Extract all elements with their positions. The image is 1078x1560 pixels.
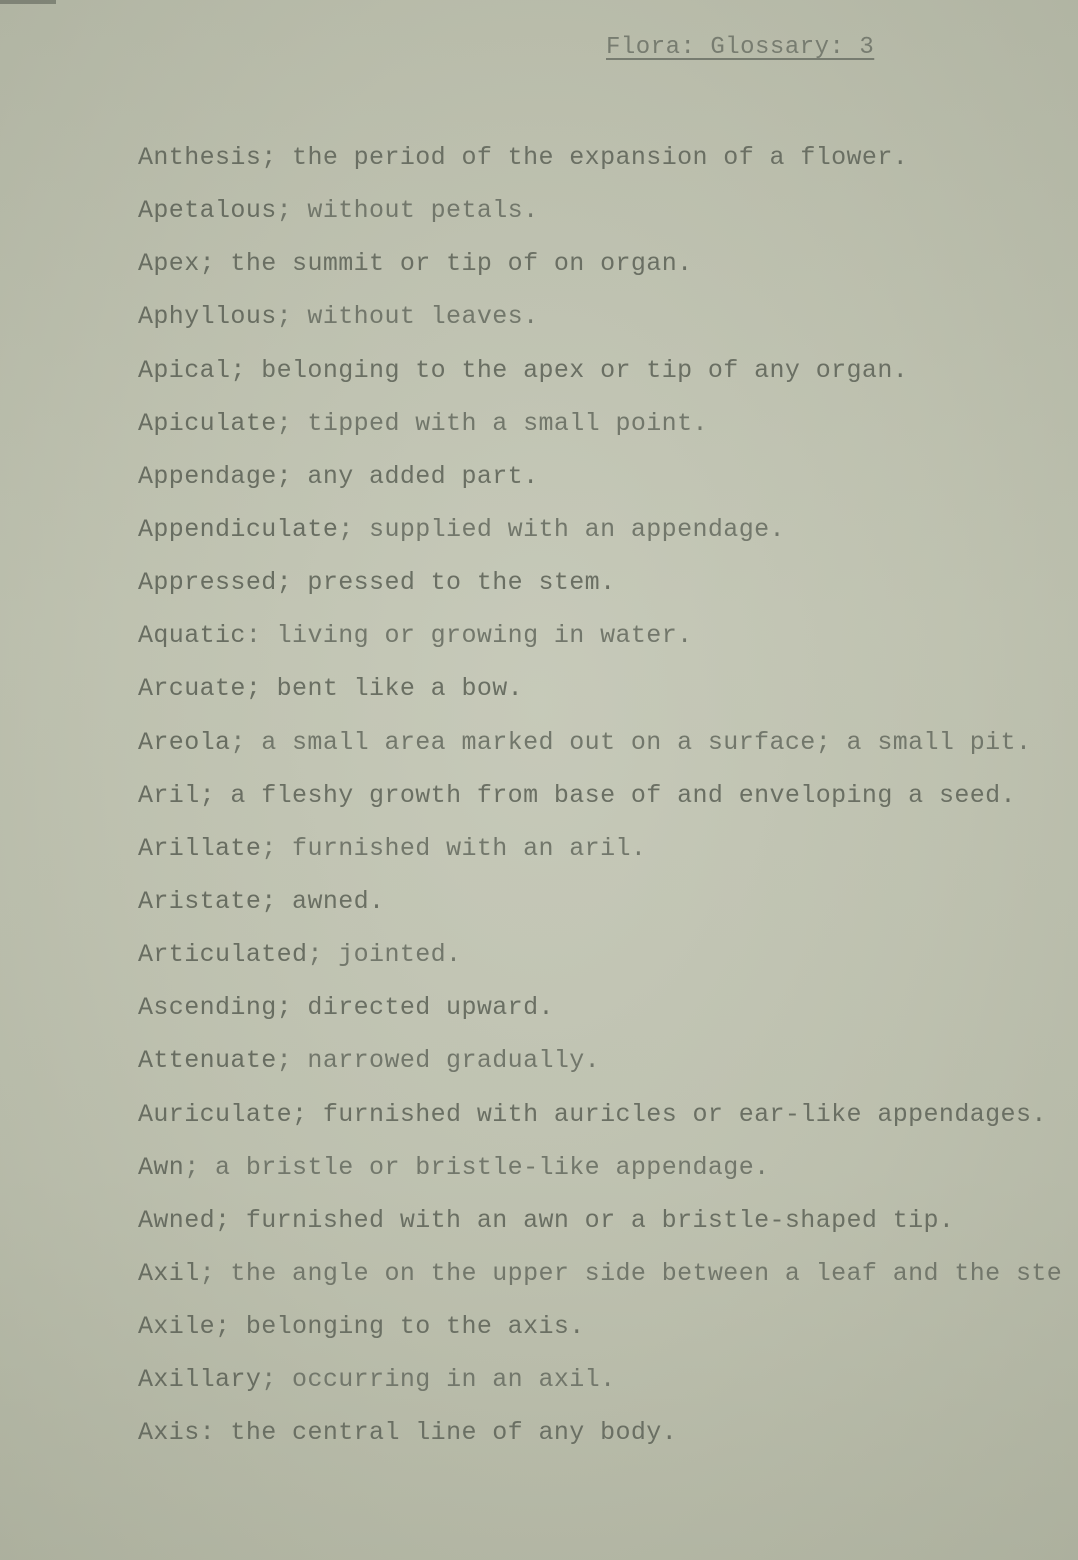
glossary-entry xyxy=(138,459,1073,512)
glossary-entry xyxy=(138,1203,1073,1256)
entry-definition: ; a fleshy growth from base of and enveloping a seed. xyxy=(199,780,1016,810)
glossary-entry xyxy=(138,1362,1073,1415)
entry-term: Awn xyxy=(138,1152,185,1182)
entry-term: Attenuate xyxy=(138,1046,277,1076)
entry-definition: ; bent like a bow. xyxy=(245,674,524,704)
entry-definition: ; without petals. xyxy=(276,196,539,226)
glossary-entry xyxy=(138,1150,1073,1203)
entry-term: Appressed xyxy=(138,568,277,598)
entry-term: Apex xyxy=(138,249,200,279)
glossary-list xyxy=(138,140,1073,1469)
entry-term: Aphyllous xyxy=(138,302,277,332)
page-header: Flora: Glossary: 3 xyxy=(606,34,875,61)
entry-term: Articulated xyxy=(138,940,308,970)
glossary-entry xyxy=(138,1309,1073,1362)
entry-definition: : living or growing in water. xyxy=(245,621,693,651)
glossary-entry xyxy=(138,406,1073,459)
entry-term: Axil xyxy=(138,1258,200,1288)
entry-term: Axillary xyxy=(138,1365,262,1395)
entry-definition: : the central line of any body. xyxy=(199,1418,678,1448)
glossary-entry xyxy=(138,1256,1073,1309)
entry-term: Arcuate xyxy=(138,674,246,704)
entry-term: Anthesis xyxy=(138,143,262,172)
entry-definition: ; furnished with an aril. xyxy=(261,833,647,863)
entry-term: Axile xyxy=(138,1312,216,1342)
entry-term: Auriculate xyxy=(138,1099,293,1129)
entry-definition: ; tipped with a small point. xyxy=(276,408,708,438)
entry-term: Aril xyxy=(138,780,200,810)
entry-definition: ; a bristle or bristle-like appendage. xyxy=(184,1152,770,1182)
glossary-entry xyxy=(138,353,1073,406)
glossary-entry xyxy=(138,1415,1073,1468)
entry-term: Aristate xyxy=(138,886,262,916)
glossary-entry xyxy=(138,1043,1073,1096)
glossary-entry xyxy=(138,246,1073,299)
entry-definition: ; narrowed gradually. xyxy=(276,1046,601,1076)
entry-term: Axis xyxy=(138,1418,200,1448)
glossary-entry xyxy=(138,1097,1073,1150)
entry-definition: ; occurring in an axil. xyxy=(261,1365,616,1395)
glossary-entry xyxy=(138,884,1073,937)
glossary-entry xyxy=(138,565,1073,618)
glossary-entry xyxy=(138,831,1073,884)
entry-term: Arillate xyxy=(138,833,262,863)
entry-definition: ; furnished with auricles or ear-like appendages. xyxy=(292,1099,1047,1129)
entry-term: Areola xyxy=(138,727,231,757)
entry-definition: ; the period of the expansion of a flower. xyxy=(261,143,909,172)
glossary-entry xyxy=(138,299,1073,352)
entry-definition: ; directed upward. xyxy=(276,993,554,1023)
entry-term: Appendage xyxy=(138,461,277,491)
entry-definition: ; furnished with an awn or a bristle-shaped tip. xyxy=(215,1205,955,1235)
glossary-entry xyxy=(138,725,1073,778)
entry-term: Appendiculate xyxy=(138,514,339,544)
glossary-entry xyxy=(138,140,1073,193)
entry-definition: ; supplied with an appendage. xyxy=(338,514,785,544)
entry-term: Ascending xyxy=(138,993,277,1023)
glossary-entry xyxy=(138,193,1073,246)
entry-term: Apetalous xyxy=(138,196,277,226)
glossary-entry xyxy=(138,671,1073,724)
entry-definition: ; without leaves. xyxy=(276,302,539,332)
entry-definition: ; awned. xyxy=(261,886,385,916)
glossary-entry xyxy=(138,618,1073,671)
entry-definition: ; a small area marked out on a surface; a small pit. xyxy=(230,727,1032,757)
entry-term: Aquatic xyxy=(138,621,246,651)
entry-definition: ; pressed to the stem. xyxy=(276,568,616,598)
entry-definition: ; belonging to the apex or tip of any organ. xyxy=(230,355,909,385)
glossary-entry xyxy=(138,778,1073,831)
entry-definition: ; jointed. xyxy=(307,940,462,970)
glossary-entry xyxy=(138,937,1073,990)
entry-term: Apical xyxy=(138,355,231,385)
entry-definition: ; the angle on the upper side between a leaf and the ste xyxy=(199,1258,1063,1288)
entry-term: Awned xyxy=(138,1205,216,1235)
entry-definition: ; the summit or tip of on organ. xyxy=(199,249,693,279)
entry-term: Apiculate xyxy=(138,408,277,438)
glossary-entry xyxy=(138,512,1073,565)
entry-definition: ; belonging to the axis. xyxy=(215,1312,585,1342)
glossary-entry xyxy=(138,990,1073,1043)
entry-definition: ; any added part. xyxy=(276,461,539,491)
